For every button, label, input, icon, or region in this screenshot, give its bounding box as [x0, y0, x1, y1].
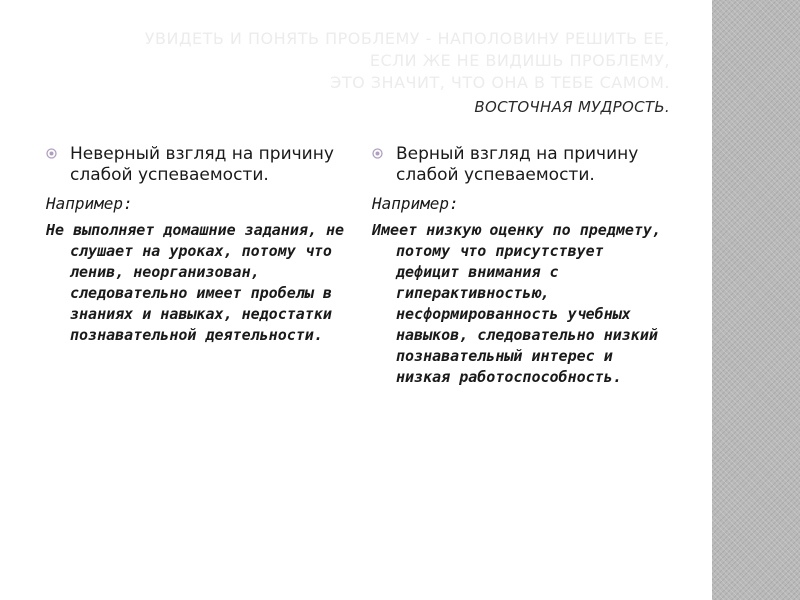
title-attribution: ВОСТОЧНАЯ МУДРОСТЬ. [474, 98, 670, 116]
right-bullet-item [372, 144, 672, 186]
right-bullet-text: Верный взгляд на причину слабой успеваемости. [396, 144, 639, 185]
right-example-label: Например: [372, 194, 459, 213]
circle-bullet-icon [46, 148, 57, 159]
decorative-side-strip [712, 0, 800, 600]
left-bullet-text: Неверный взгляд на причину слабой успеваемости. [70, 144, 334, 185]
right-example-text: Имеет низкую оценку по предмету, потому что присутствует дефицит внимания с гиперактивностью, несформированность учебных навыков, следовательно низкий познавательный интерес и низкая работоспособность. [372, 221, 661, 386]
left-column [46, 144, 346, 346]
slide-title [60, 28, 670, 116]
title-line-3: ЭТО ЗНАЧИТ, ЧТО ОНА В ТЕБЕ САМОМ. [330, 73, 670, 92]
circle-bullet-icon [372, 148, 383, 159]
title-line-2: ЕСЛИ ЖЕ НЕ ВИДИШЬ ПРОБЛЕМУ, [369, 51, 670, 70]
left-example-text: Не выполняет домашние задания, не слушает на уроках, потому что ленив, неорганизован, следовательно имеет пробелы в знаниях и навыках, недостатки познавательной деятельности. [46, 221, 345, 344]
left-bullet-item [46, 144, 346, 186]
right-column [372, 144, 672, 388]
title-line-1: УВИДЕТЬ И ПОНЯТЬ ПРОБЛЕМУ - НАПОЛОВИНУ РЕШИТЬ ЕЕ, [144, 29, 670, 48]
left-example-label: Например: [46, 194, 133, 213]
